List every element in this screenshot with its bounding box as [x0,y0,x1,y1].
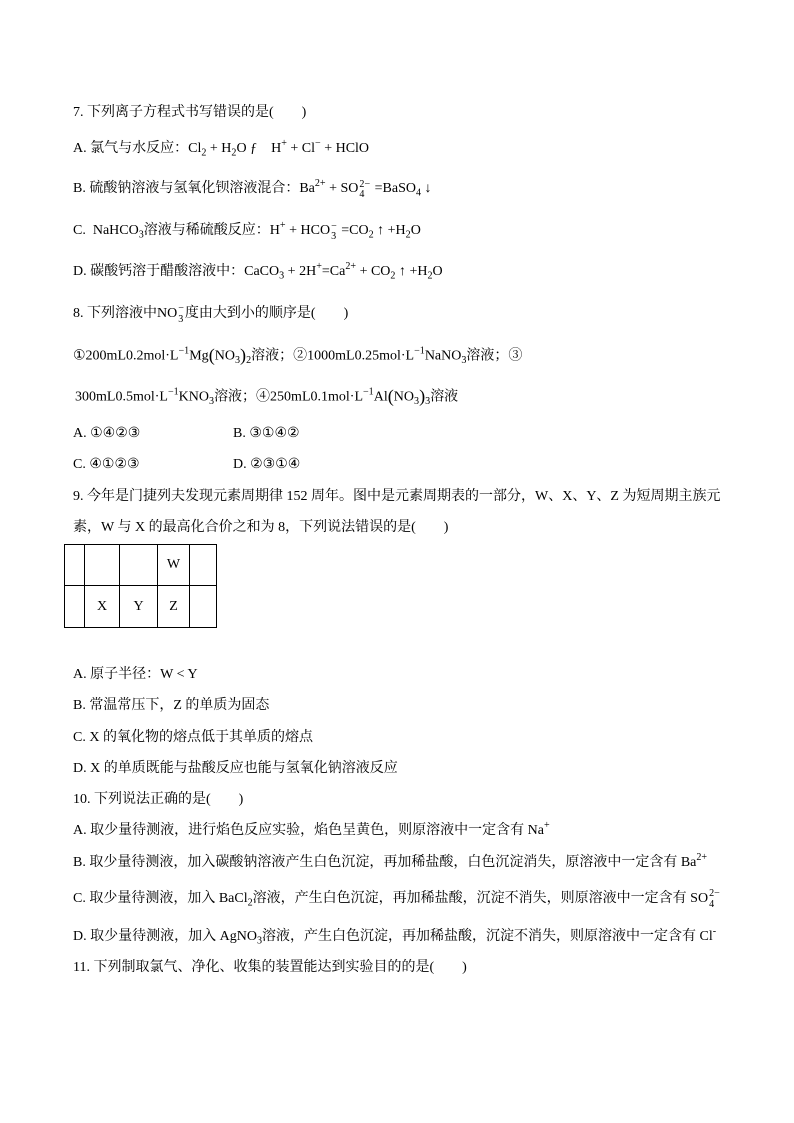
text-run: A. 原子半径：W < Y [73,667,198,682]
subscript: 2 [390,270,396,282]
subscript: 3 [256,935,262,947]
table-row [65,586,217,628]
text-run: 300mL0.5mol·L [75,389,168,405]
text-run: B. 取少量待测液，加入碳酸钠溶液产生白色沉淀，再加稀盐酸，白色沉淀消失，原溶液中一定含有 Ba [73,855,697,871]
text-run: + SO [325,181,359,197]
text-run: 溶液，产生白色沉淀，再加稀盐酸，沉淀不消失，则原溶液中一定含有 Cl [262,929,713,945]
superscript: −1 [363,386,374,398]
text-run: NO [393,389,415,405]
text-run: Mg [189,348,209,364]
superscript: − [315,138,321,149]
text-run: C. 取少量待测液，加入 BaCl [73,891,248,906]
stacked-script [359,180,370,200]
table-cell-y: Y [120,586,158,628]
text-run: 10. 下列说法正确的是( ) [73,792,244,807]
text-run: O [432,264,443,280]
subscript: 3 [178,313,184,325]
text-run: + CO [356,264,391,280]
q9-stem-line-1 [73,487,720,507]
text-run: 溶液；④250mL0.1mol·L [214,389,363,405]
subscript: 3 [209,396,215,408]
text-run: D. 碳酸钙溶于醋酸溶液中：CaCO [73,264,280,280]
table-cell [120,545,158,586]
text-run: 溶液；③ [466,348,523,364]
stacked-script [331,222,337,242]
text-run: ①200mL0.2mol·L [73,348,179,364]
q9-option-b [73,696,269,716]
superscript: 2− [359,178,371,190]
subscript: 3 [234,355,241,367]
text-run: D. 取少量待测液，加入 AgNO [73,929,257,945]
table-cell [190,545,217,586]
superscript: + [281,138,287,149]
subscript: 4 [359,188,365,200]
subscript: 2 [231,147,237,159]
subscript: 3 [279,270,285,282]
text-run: ↓ [421,181,432,197]
subscript: 3 [414,396,420,408]
q10-stem [73,790,243,810]
stacked-script [178,304,184,324]
parenthesis: ( [208,345,215,365]
subscript: 2 [247,897,253,909]
q8-option-a [73,424,140,444]
q8-solution-list-line-1 [73,346,522,366]
q7-option-a [73,139,369,159]
superscript: + [279,220,286,231]
text-run: =BaSO [371,181,416,197]
text-run: =Ca [321,264,346,280]
text-run: 溶液；②1000mL0.25mol·L [251,348,415,364]
subscript: 2 [427,270,433,282]
text-run: + H [206,141,232,157]
text-run: KNO [178,389,210,405]
q10-option-d [73,927,716,947]
text-run: Al [373,389,388,405]
table-cell [65,545,85,586]
text-run: + Cl [286,141,315,157]
superscript: −1 [167,386,179,398]
q7-option-d [73,262,443,282]
parenthesis: ) [240,345,247,365]
superscript: − [178,303,184,315]
text-run: C. NaHCO [73,223,139,239]
text-run: ↑ +H [395,264,428,280]
text-run: A. ①④②③ [73,426,141,441]
subscript: 3 [461,355,467,367]
q10-option-c [73,889,721,909]
table-cell-w: W [158,545,190,586]
q9-stem-line-2 [73,518,448,538]
subscript: 2 [201,147,207,159]
table-row [65,545,217,586]
superscript: + [543,820,550,831]
subscript: 4 [709,898,715,910]
subscript: 3 [331,230,337,242]
q10-option-b [73,853,707,873]
text-run: B. ③①④② [233,426,300,441]
superscript: − [331,220,337,232]
q8-option-d [233,455,300,475]
stacked-script [709,889,720,909]
text-run: 9. 今年是门捷列夫发现元素周期律 152 周年。图中是元素周期表的一部分，W、X、Y、Z 为短周期主族元 [73,489,721,504]
text-run: O ƒ H [236,141,282,157]
q7-option-b [73,179,432,199]
text-run: O [410,223,421,239]
parenthesis: ) [419,386,426,406]
superscript: −1 [414,345,425,357]
text-run: C. ④①②③ [73,457,140,472]
text-run: NaNO [424,348,462,364]
q11-stem [73,958,467,978]
text-run: A. 取少量待测液，进行焰色反应实验，焰色呈黄色，则原溶液中一定含有 Na [73,823,544,839]
superscript: 2+ [314,178,326,189]
text-run: 8. 下列溶液中NO [73,306,178,321]
q10-option-a [73,821,550,841]
text-run: B. 硫酸钠溶液与氢氧化钡溶液混合：Ba [73,181,315,197]
text-run: ↑ +H [373,223,406,239]
superscript: 2+ [345,261,357,272]
text-run: + HClO [320,141,370,157]
subscript: 2 [405,229,411,241]
q7-option-c [73,221,421,241]
text-run: D. ②③①④ [233,457,301,472]
superscript: - [712,926,717,937]
text-run: 11. 下列制取氯气、净化、收集的装置能达到实验目的的是( ) [73,960,467,975]
text-run: NO [214,348,235,364]
text-run: 素，W 与 X 的最高化合价之和为 8，下列说法错误的是( ) [73,520,449,535]
text-run: 溶液 [430,389,459,405]
text-run: A. 氯气与水反应：Cl [73,141,202,157]
q8-option-c [73,455,140,475]
periodic-table-fragment [64,544,217,628]
superscript: + [316,261,322,272]
q9-option-a [73,665,198,685]
text-run: 溶液，产生白色沉淀，再加稀盐酸，沉淀不消失，则原溶液中一定含有 SO [252,891,709,906]
table-cell [190,586,217,628]
text-run: + HCO [285,223,331,239]
q9-option-d [73,759,398,779]
subscript: 3 [138,229,144,241]
q8-option-b [233,424,300,444]
table-cell [65,586,85,628]
subscript: 2 [368,229,374,241]
subscript: 2 [246,355,252,367]
subscript: 3 [425,396,431,408]
parenthesis: ( [387,386,394,406]
q7-stem [73,103,306,123]
text-run: D. X 的单质既能与盐酸反应也能与氢氧化钠溶液反应 [73,761,398,776]
superscript: −1 [178,345,190,357]
text-run: 7. 下列离子方程式书写错误的是( ) [73,105,307,120]
text-run: 度由大到小的顺序是( ) [184,306,349,321]
q9-option-c [73,728,313,748]
superscript: 2+ [696,852,708,863]
table-cell [85,545,120,586]
text-run: 溶液与稀硫酸反应：H [143,223,280,239]
table-cell-x: X [85,586,120,628]
q8-stem [73,304,348,324]
table-cell-z: Z [158,586,190,628]
q8-solution-list-line-2 [75,387,458,407]
superscript: 2− [709,888,720,900]
text-run: =CO [337,223,369,239]
subscript: 4 [416,187,422,199]
text-run: + 2H [284,264,317,280]
text-run: B. 常温常压下，Z 的单质为固态 [73,698,270,713]
text-run: C. X 的氧化物的熔点低于其单质的熔点 [73,730,313,745]
